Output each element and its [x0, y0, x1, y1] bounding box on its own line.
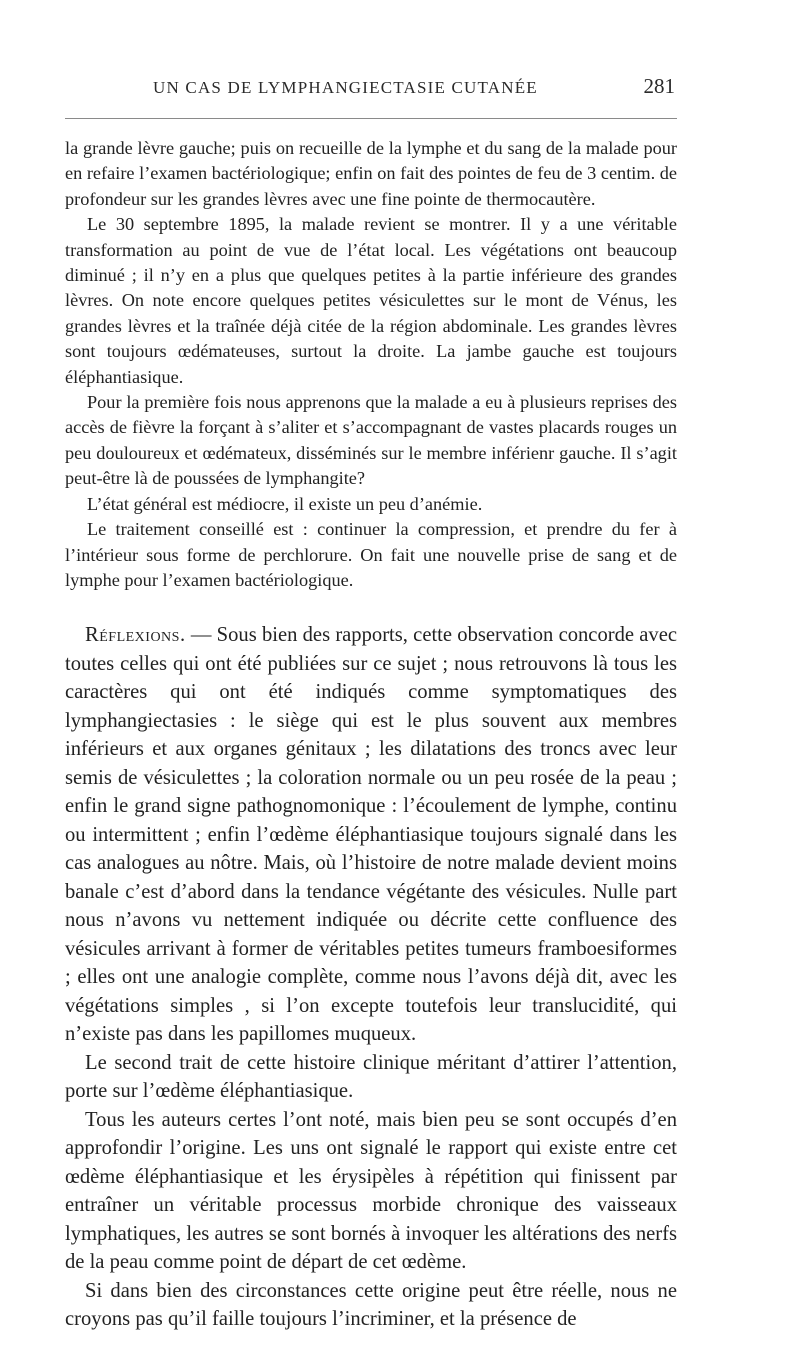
running-title: UN CAS DE LYMPHANGIECTASIE CUTANÉE [153, 78, 538, 97]
paragraph: Le second trait de cette histoire clinique méritant d’attirer l’attention, porte sur l’œdème éléphantiasique. [65, 1051, 677, 1102]
paragraph: Le 30 septembre 1895, la malade revient se montrer. Il y a une véritable transformation au point de vue de l’état local. Les végétations ont beaucoup diminué ; il n’y en a plus que quelques petites à la partie inférieure des grandes lèvres. On note encore quelques petites vésiculettes sur le mont de Vénus, les grandes lèvres et la traînée déjà citée de la région abdominale. Les grandes lèvres sont toujours œdémateuses, surtout la droite. La jambe gauche est toujours éléphantiasique. [65, 214, 677, 387]
reflexions-section [65, 621, 677, 1334]
observation-section [65, 136, 677, 593]
header-rule [65, 118, 677, 119]
paragraph: Si dans bien des circonstances cette origine peut être réelle, nous ne croyons pas qu’il faille toujours l’incriminer, et la présence de [65, 1279, 677, 1330]
page-number: 281 [643, 74, 675, 98]
page-header [65, 74, 677, 102]
paragraph: la grande lèvre gauche; puis on recueille de la lymphe et du sang de la malade pour en refaire l’examen bactériologique; enfin on fait des pointes de feu de 3 centim. de profondeur sur les grandes lèvres avec une fine pointe de thermocautère. [65, 138, 677, 209]
reflexions-heading: Réflexions. [85, 624, 186, 646]
paragraph: Tous les auteurs certes l’ont noté, mais bien peu se sont occupés d’en approfondir l’origine. Les uns ont signalé le rapport qui existe entre cet œdème éléphantiasique et les érysipèles à répétition qui finissent par entraîner un véritable processus morbide chronique des vaisseaux lymphatiques, les autres se sont bornés à invoquer les altérations des nerfs de la peau comme point de départ de cet œdème. [65, 1108, 677, 1273]
reflexions-text: — Sous bien des rapports, cette observation concorde avec toutes celles qui ont été publiées sur ce sujet ; nous retrouvons là tous les caractères qui ont été indiqués comme symptomatiques des lymphangiectasies : le siège qui est le plus souvent aux membres inférieurs et aux organes génitaux ; les dilatations des troncs avec leur semis de vésiculettes ; la coloration normale ou un peu rosée de la peau ; enfin le grand signe pathognomonique : l’écoulement de lymphe, continu ou intermittent ; enfin l’œdème éléphantiasique toujours signalé dans les cas analogues au nôtre. Mais, où l’histoire de notre malade devient moins banale c’est d’abord dans la tendance végétante des vésicules. Nulle part nous n’avons vu nettement indiquée ou décrite cette confluence des vésicules arrivant à former de véritables petites tumeurs framboesiformes ; elles ont une analogie complète, comme nous l’avons déjà dit, avec les végétations simples , si l’on excepte toutefois leur translucidité, qui n’existe pas dans les papillomes muqueux. [65, 624, 677, 1045]
reflexions-paragraph [65, 621, 677, 1049]
paragraph: Le traitement conseillé est : continuer la compression, et prendre du fer à l’intérieur sous forme de perchlorure. On fait une nouvelle prise de sang et de lymphe pour l’examen bactériologique. [65, 519, 677, 590]
paragraph: L’état général est médiocre, il existe un peu d’anémie. [87, 493, 483, 514]
paragraph: Pour la première fois nous apprenons que la malade a eu à plusieurs reprises des accès de fièvre la forçant à s’aliter et s’accompagnant de vastes placards rouges un peu douloureux et œdémateux, disséminés sur le membre inférienr gauche. Il s’agit peut-être là de poussées de lymphangite? [65, 392, 677, 489]
